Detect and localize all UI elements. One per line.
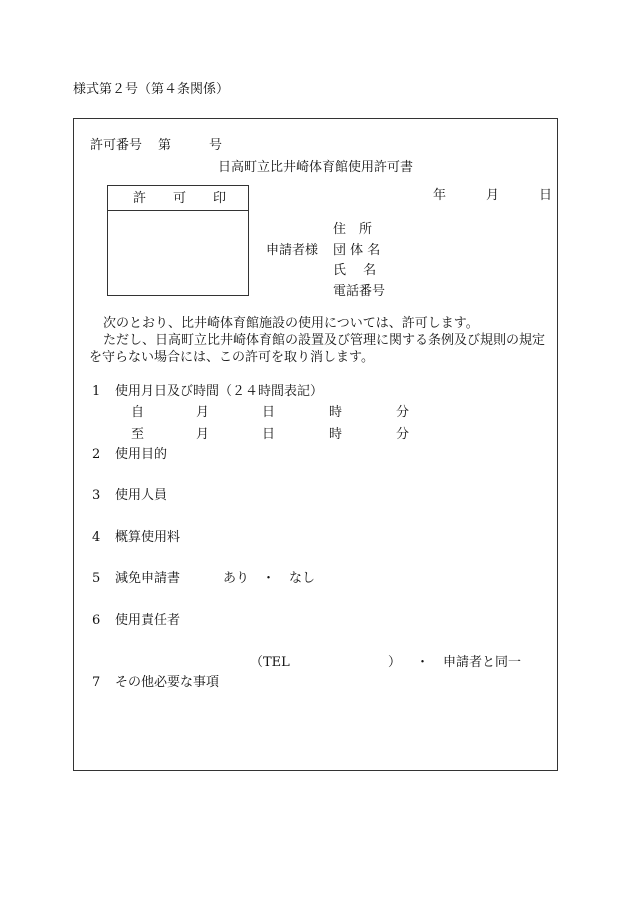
date-year: 年	[433, 188, 447, 203]
item-4-label: 概算使用料	[115, 530, 181, 545]
document-title: 日高町立比井崎体育館使用許可書	[218, 160, 414, 175]
notice-line-1: 次のとおり、比井崎体育館施設の使用については、許可します。	[103, 316, 479, 331]
item-1-number: 1	[92, 384, 101, 399]
item-1-label: 使用月日及び時間（２４時間表記）	[115, 384, 324, 399]
tel-separator: ・	[416, 655, 430, 670]
notice-line-2b: を守らない場合には、この許可を取り消します。	[89, 350, 374, 365]
stamp-divider	[107, 210, 249, 211]
notice-line-2a: ただし、日高町立比井崎体育館の設置及び管理に関する条例及び規則の規定	[103, 333, 546, 348]
exemption-separator: ・	[262, 571, 276, 586]
exemption-no: なし	[289, 571, 316, 586]
from-minute: 分	[396, 405, 410, 420]
to-month: 月	[196, 427, 210, 442]
from-label: 自	[131, 405, 145, 420]
permit-number-label: 許可番号	[90, 138, 143, 153]
item-6-number: 6	[92, 613, 101, 628]
permit-number-go: 号	[209, 138, 223, 153]
same-as-applicant: 申請者と同一	[443, 655, 522, 670]
applicant-org-label: 団 体 名	[333, 243, 381, 258]
to-hour: 時	[329, 427, 343, 442]
form-reference: 様式第２号（第４条関係）	[73, 82, 230, 97]
from-day: 日	[262, 405, 276, 420]
stamp-label-seal: 印	[213, 191, 227, 206]
item-3-number: 3	[92, 488, 101, 503]
applicant-name-label: 氏 名	[333, 263, 377, 278]
applicant-phone-label: 電話番号	[333, 284, 386, 299]
exemption-yes: あり	[223, 571, 250, 586]
item-6-label: 使用責任者	[115, 613, 181, 628]
applicant-label: 申請者様	[266, 243, 319, 258]
item-5-number: 5	[92, 571, 101, 586]
item-7-label: その他必要な事項	[115, 675, 220, 690]
from-hour: 時	[329, 405, 343, 420]
permit-number-dai: 第	[158, 138, 172, 153]
tel-open: （TEL	[250, 655, 290, 670]
item-2-label: 使用目的	[115, 447, 168, 462]
item-4-number: 4	[92, 530, 101, 545]
to-day: 日	[262, 427, 276, 442]
item-7-number: 7	[92, 675, 101, 690]
date-month: 月	[486, 188, 500, 203]
stamp-label-permit-1: 許	[133, 191, 147, 206]
applicant-address-label: 住 所	[333, 222, 373, 237]
to-label: 至	[131, 427, 145, 442]
item-2-number: 2	[92, 447, 101, 462]
to-minute: 分	[396, 427, 410, 442]
item-3-label: 使用人員	[115, 488, 168, 503]
tel-close: ）	[388, 655, 402, 670]
item-5-label: 減免申請書	[115, 571, 181, 586]
stamp-label-permit-2: 可	[173, 191, 187, 206]
date-day: 日	[539, 188, 553, 203]
from-month: 月	[196, 405, 210, 420]
